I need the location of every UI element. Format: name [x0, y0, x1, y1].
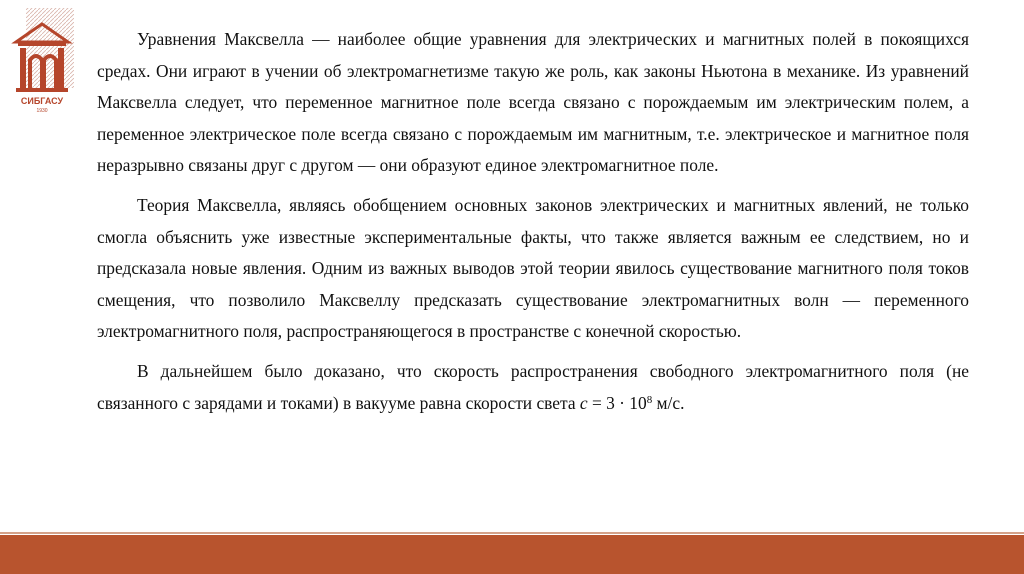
footer-band: [0, 535, 1024, 574]
logo-text: СИБГАСУ: [20, 96, 64, 106]
university-logo: [6, 6, 78, 114]
speed-variable: c: [579, 392, 588, 413]
speed-equation: = 3 · 10: [587, 392, 647, 413]
footer-divider: [0, 532, 1024, 534]
paragraph-speed-of-light: [97, 356, 969, 419]
speed-text: В дальнейшем было доказано, что скорость распространения свободного электромагнитного поля (не связанного с зарядами и токами) в вакууме равна скорости света: [97, 360, 969, 413]
logo-subtext: 1930: [36, 108, 48, 114]
speed-unit: м/с.: [652, 392, 685, 413]
paragraph-maxwell-equations: Уравнения Максвелла — наиболее общие уравнения для электрических и магнитных полей в покоящихся средах. Они играют в учении об электромагнетизме такую же роль, как законы Ньютона в механике. Из уравнений Максвелла следует, что переменное магнитное поле всегда связано с порождаемым им электрическим полем, а переменное электрическое поле всегда связано с порождаемым им магнитным, т.е. электрическое и магнитное поля неразрывно связаны друг с другом — они образуют единое электромагнитное поле.: [97, 29, 969, 176]
paragraph-maxwell-theory: Теория Максвелла, являясь обобщением основных законов электрических и магнитных явлений, не только смогла объяснить уже известные экспериментальные факты, что также является важным ее следствием, но и предсказала новые явления. Одним из важных выводов этой теории явилось существование магнитного поля токов смещения, что позволило Максвеллу предсказать существование электромагнитных волн — переменного электромагнитного поля, распространяющегося в пространстве с конечной скоростью.: [97, 194, 969, 342]
speed-exponent: 8: [646, 393, 653, 406]
slide-body: [97, 24, 969, 427]
building-emblem-icon: [6, 6, 78, 114]
